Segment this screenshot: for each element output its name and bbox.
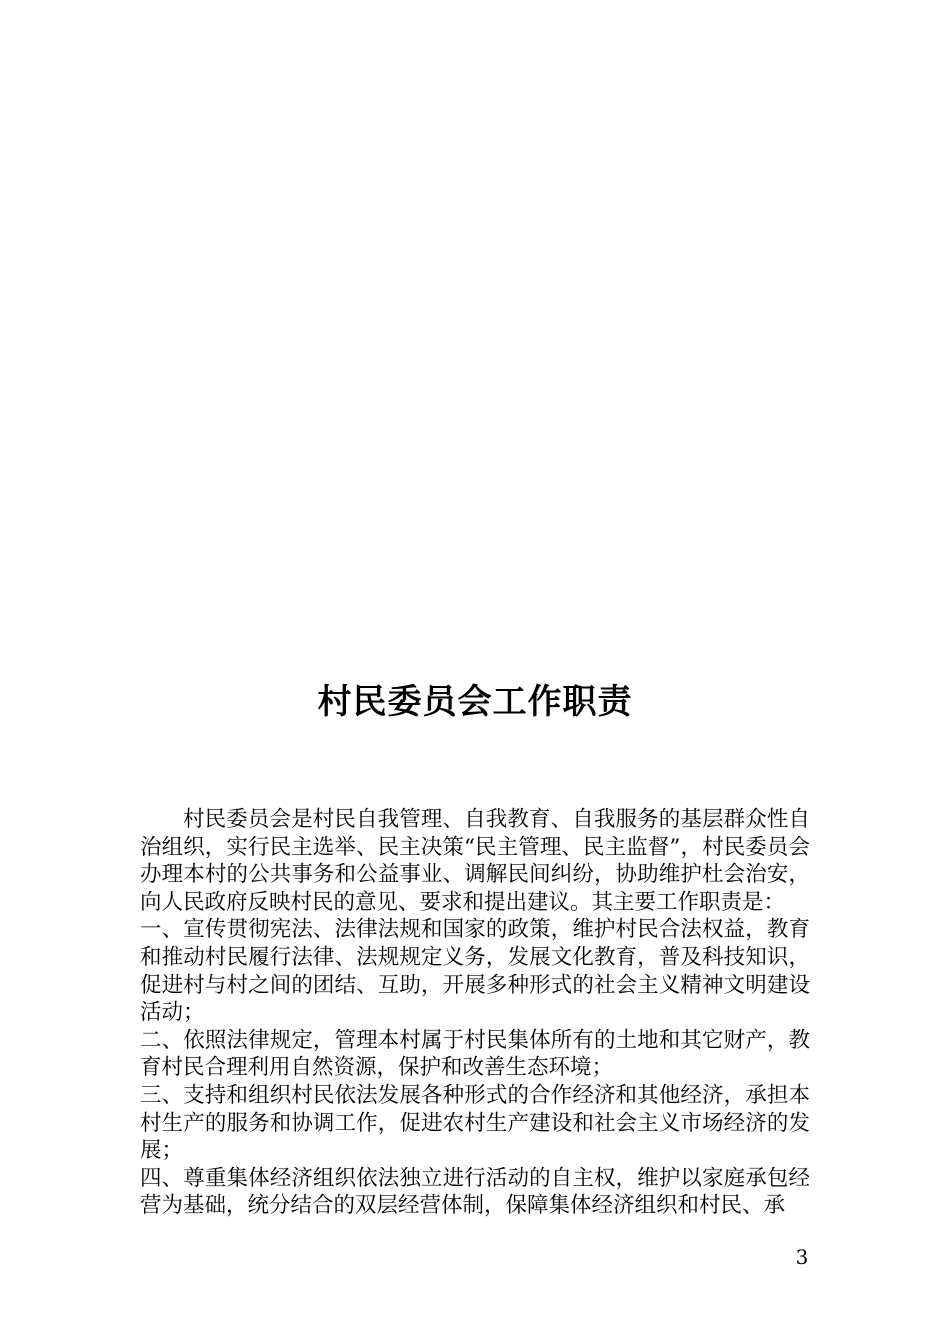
duty-item-4: 四、尊重集体经济组织依法独立进行活动的自主权，维护以家庭承包经营为基础，统分结合的双层经营体制，保障集体经济组织和村民、承 <box>140 1165 810 1219</box>
duty-item-2: 二、依照法律规定，管理本村属于村民集体所有的土地和其它财产，教育村民合理利用自然资源，保护和改善生态环境； <box>140 1027 810 1081</box>
duty-item-1: 一、宣传贯彻宪法、法律法规和国家的政策，维护村民合法权益，教育和推动村民履行法律、法规规定义务，发展文化教育，普及科技知识，促进村与村之间的团结、互助，开展多种形式的社会主义精神文明建设活动； <box>140 917 810 1026</box>
duty-item-3: 三、支持和组织村民依法发展各种形式的合作经济和其他经济，承担本村生产的服务和协调工作，促进农村生产建设和社会主义市场经济的发展； <box>140 1082 810 1164</box>
document-body <box>140 806 810 1220</box>
page-number: 3 <box>795 1245 809 1269</box>
intro-paragraph: 村民委员会是村民自我管理、自我教育、自我服务的基层群众性自治组织，实行民主选举、民主决策“民主管理、民主监督”，村民委员会办理本村的公共事务和公益事业、调解民间纠纷，协助维护杜会治安，向人民政府反映村民的意见、要求和提出建议。其主要工作职责是： <box>140 807 810 915</box>
document-title: 村民委员会工作职责 <box>317 682 633 722</box>
